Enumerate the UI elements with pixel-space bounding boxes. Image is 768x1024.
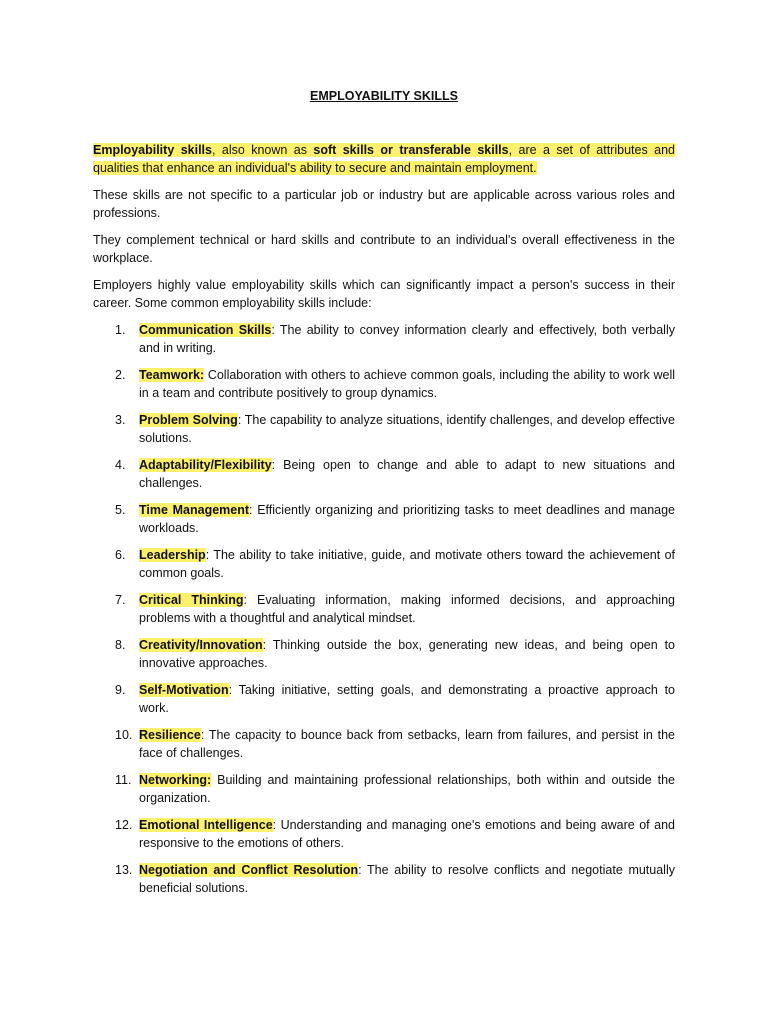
skill-term: Adaptability/Flexibility (139, 458, 272, 472)
list-item-body (139, 367, 675, 402)
list-item-body (139, 547, 675, 582)
intro-term-soft-skills: soft skills or transferable skills (313, 143, 509, 157)
list-item-number: 9. (115, 683, 126, 697)
skill-term: Creativity/Innovation (139, 638, 263, 652)
intro-term-employability-skills: Employability skills (93, 143, 212, 157)
skill-separator: : (205, 548, 214, 562)
list-item-number: 4. (115, 458, 126, 472)
paragraph-complement: They complement technical or hard skills and contribute to an individual's overall effectiveness in the workplace. (93, 233, 675, 265)
skill-description: The capability to analyze situations, identify challenges, and develop effective solutions. (139, 413, 675, 445)
list-item-number: 1. (115, 323, 126, 337)
skill-separator: : (243, 593, 257, 607)
skill-separator: : (272, 818, 281, 832)
paragraph-applicability: These skills are not specific to a particular job or industry but are applicable across various roles and professions. (93, 188, 675, 220)
list-item-number: 5. (115, 503, 126, 517)
skill-description: Understanding and managing one's emotions and being aware of and responsive to the emotions of others. (139, 818, 675, 850)
paragraph-employers: Employers highly value employability skills which can significantly impact a person's success in their career. Some common employability skills include: (93, 278, 675, 310)
skill-description: The capacity to bounce back from setbacks, learn from failures, and persist in the face of challenges. (139, 728, 675, 760)
skill-term: Networking: (139, 773, 212, 787)
skill-term: Time Management (139, 503, 250, 517)
list-item-body (139, 592, 675, 627)
skill-description: The ability to convey information clearly and effectively, both verbally and in writing. (139, 323, 675, 355)
list-item-number: 12. (115, 818, 133, 832)
list-item-body (139, 727, 675, 762)
list-item-body (139, 817, 675, 852)
skill-description: The ability to resolve conflicts and negotiate mutually beneficial solutions. (139, 863, 675, 895)
skill-description: Taking initiative, setting goals, and demonstrating a proactive approach to work. (139, 683, 675, 715)
document-title: EMPLOYABILITY SKILLS (310, 89, 458, 103)
skill-separator: : (271, 323, 280, 337)
skill-separator: : (271, 458, 284, 472)
skill-term: Negotiation and Conflict Resolution (139, 863, 359, 877)
list-item-number: 7. (115, 593, 126, 607)
skill-separator: : (228, 683, 239, 697)
list-item-number: 2. (115, 368, 126, 382)
list-item-number: 6. (115, 548, 126, 562)
skill-description: Building and maintaining professional relationships, both within and outside the organization. (139, 773, 675, 805)
skill-term: Critical Thinking (139, 593, 244, 607)
list-item-body (139, 682, 675, 717)
skill-description: Thinking outside the box, generating new ideas, and being open to innovative approaches. (139, 638, 675, 670)
intro-text-2: , are a set of attributes and qualities that enhance an individual's ability to secure and maintain employment. (93, 143, 675, 175)
list-item-body (139, 772, 675, 807)
skill-separator: : (262, 638, 273, 652)
intro-text-1: , also known as (211, 143, 314, 157)
skill-separator: : (249, 503, 258, 517)
list-item-number: 13. (115, 863, 133, 877)
skill-separator: : (358, 863, 368, 877)
list-item-body (139, 457, 675, 492)
skill-separator: : (200, 728, 209, 742)
skill-term: Problem Solving (139, 413, 238, 427)
skill-term: Resilience (139, 728, 201, 742)
list-item-body (139, 862, 675, 897)
skill-description: Evaluating information, making informed decisions, and approaching problems with a thoughtful and analytical mindset. (139, 593, 675, 625)
list-item-body (139, 412, 675, 447)
skill-term: Self-Motivation (139, 683, 229, 697)
skill-description: Collaboration with others to achieve common goals, including the ability to work well in a team and contribute positively to group dynamics. (139, 368, 675, 400)
intro-paragraph (93, 142, 675, 177)
skill-term: Communication Skills (139, 323, 272, 337)
skill-term: Emotional Intelligence (139, 818, 273, 832)
list-item-number: 3. (115, 413, 126, 427)
skill-description: Being open to change and able to adapt to new situations and challenges. (139, 458, 675, 490)
skill-description: Efficiently organizing and prioritizing tasks to meet deadlines and manage workloads. (139, 503, 676, 535)
skill-term: Leadership (139, 548, 206, 562)
skill-term: Teamwork: (139, 368, 205, 382)
list-item-body (139, 637, 675, 672)
list-item-number: 11. (115, 773, 132, 787)
list-item-body (139, 322, 675, 357)
skill-separator: : (237, 413, 245, 427)
list-item-number: 10. (115, 728, 133, 742)
skill-description: The ability to take initiative, guide, and motivate others toward the achievement of common goals. (139, 548, 675, 580)
list-item-number: 8. (115, 638, 126, 652)
list-item-body (139, 502, 675, 537)
